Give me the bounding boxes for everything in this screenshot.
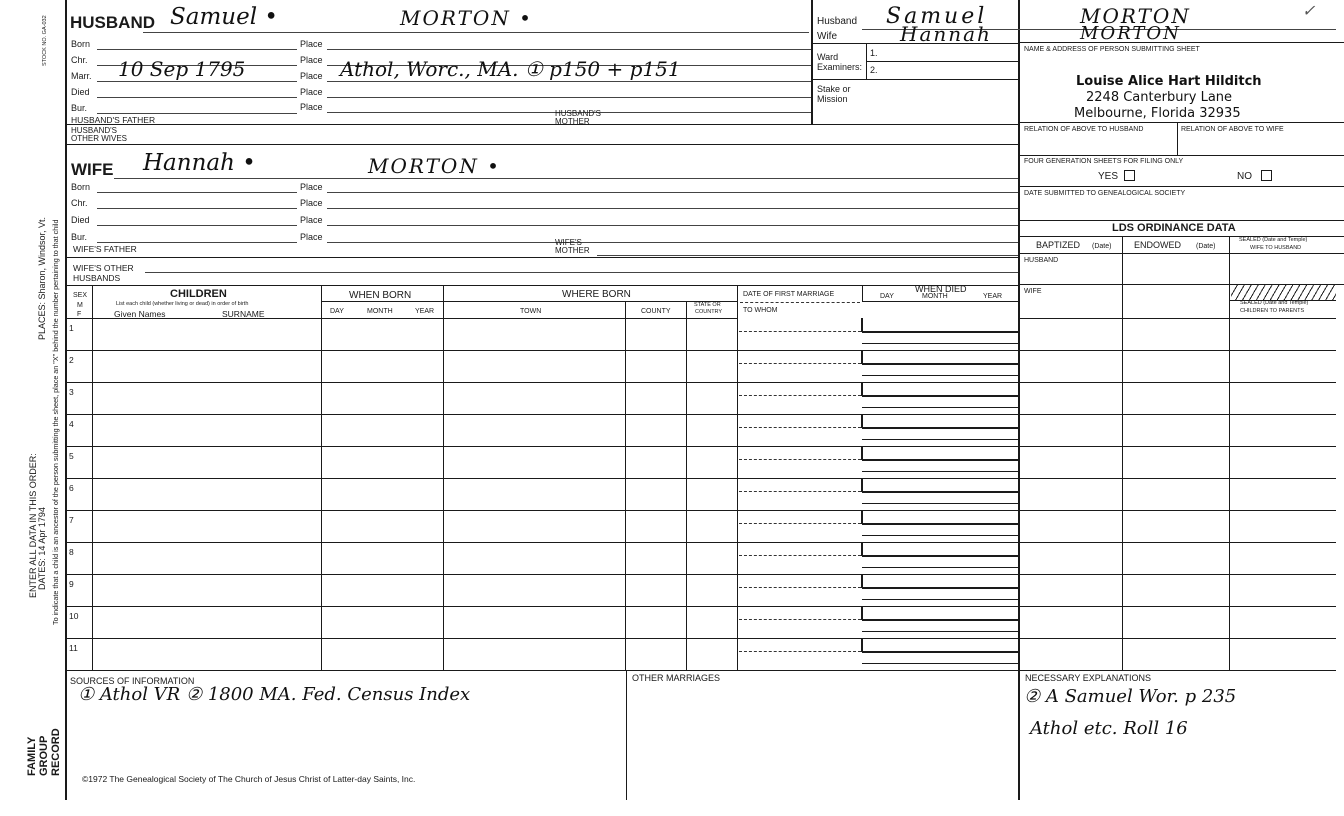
town-label: TOWN	[520, 308, 542, 315]
child-row-number: 4	[69, 419, 74, 429]
wife-died-place-line	[327, 225, 1018, 226]
submitter-label: NAME & ADDRESS OF PERSON SUBMITTING SHEET	[1024, 46, 1200, 53]
child-row-rule	[66, 574, 1336, 575]
child-row-rule	[66, 606, 1336, 607]
wife-title: WIFE	[71, 160, 114, 179]
lds-hatched-box	[1231, 285, 1336, 300]
when-born-label: WHEN BORN	[349, 290, 412, 301]
child-row-number: 2	[69, 355, 74, 365]
wife-born-place-label: Place	[300, 182, 323, 192]
child-marriage-dash	[739, 363, 861, 364]
husband-chr-label: Chr.	[71, 55, 88, 65]
child-row-rule	[1018, 318, 1336, 319]
child-marriage-dash	[739, 331, 861, 332]
child-died-rule	[862, 331, 1018, 333]
lds-top-rule	[1018, 220, 1344, 221]
child-row-rule	[66, 478, 1336, 479]
wife-died-line	[97, 225, 297, 226]
lds-baptized-label: BAPTIZED	[1036, 240, 1081, 250]
child-spouse-rule	[862, 439, 1018, 440]
child-row-rule	[66, 382, 1336, 383]
child-died-rule	[862, 491, 1018, 493]
husband-other-wives-label-2: OTHER WIVES	[71, 134, 128, 143]
child-marriage-dash	[739, 491, 861, 492]
child-died-tick	[861, 382, 863, 396]
died-day-label: DAY	[880, 293, 894, 300]
col-state-divider	[686, 301, 687, 670]
county-label: COUNTY	[641, 308, 671, 315]
copyright: ©1972 The Genealogical Society of The Church of Jesus Christ of Latter-day Saints, Inc.	[82, 774, 416, 784]
header-husband-label: Husband	[817, 16, 858, 27]
husband-born-line	[97, 49, 297, 50]
child-died-tick	[861, 606, 863, 620]
sex-m-label: M	[77, 302, 83, 309]
child-marriage-dash	[739, 459, 861, 460]
wife-chr-label: Chr.	[71, 198, 88, 208]
child-died-tick	[861, 318, 863, 332]
wife-name-line	[114, 178, 1018, 179]
child-marriage-dash	[739, 427, 861, 428]
died-header-rule	[862, 301, 1018, 302]
wife-mother-line	[597, 255, 1018, 256]
ward-examiner-2: 2.	[870, 65, 878, 75]
header-divider	[811, 0, 813, 124]
four-generation-no-label: NO	[1237, 171, 1252, 182]
child-died-tick	[861, 350, 863, 364]
wife-father-label: WIFE'S FATHER	[73, 244, 137, 254]
ward-label-2: Examiners:	[817, 62, 863, 72]
husband-name-line	[143, 32, 809, 33]
child-died-tick	[861, 446, 863, 460]
sex-f-label: F	[77, 311, 82, 318]
child-spouse-rule	[862, 535, 1018, 536]
check-mark: ✓	[1302, 1, 1316, 20]
wife-given-name: Hannah •	[143, 150, 256, 176]
child-died-rule	[862, 587, 1018, 589]
lds-sealed-wife-label-2: WIFE TO HUSBAND	[1250, 245, 1302, 251]
husband-mother-label-2: MOTHER	[555, 117, 590, 126]
child-died-tick	[861, 574, 863, 588]
ancestor-instruction: To indicate that a child is an ancestor of the person submitting the sheet, place an "X" behind the number pertaining to that child	[51, 219, 60, 625]
husband-born-label: Born	[71, 39, 91, 49]
four-generation-yes-checkbox[interactable]	[1124, 170, 1135, 181]
submitter-name: Louise Alice Hart Hilditch	[1076, 74, 1262, 89]
husband-given-name: Samuel •	[170, 4, 278, 30]
child-marriage-dash	[739, 619, 861, 620]
state-label-1: STATE OR	[694, 302, 721, 308]
husband-born-place-label: Place	[300, 39, 323, 49]
child-spouse-rule	[862, 471, 1018, 472]
first-marriage-dash	[740, 302, 860, 303]
wife-other-husbands-line	[145, 272, 1018, 273]
child-row-number: 11	[69, 643, 78, 653]
wife-bur-place-line	[327, 242, 1018, 243]
other-marriages-label: OTHER MARRIAGES	[632, 673, 721, 683]
sources-text: ① Athol VR ② 1800 MA. Fed. Census Index	[78, 684, 471, 705]
lds-sealed-children-label-2: CHILDREN TO PARENTS	[1240, 308, 1305, 314]
husband-wives-rule	[66, 144, 1018, 145]
four-generation-no-checkbox[interactable]	[1261, 170, 1272, 181]
marriage-date: 10 Sep 1795	[118, 57, 246, 81]
husband-born-place-line	[327, 49, 811, 50]
sex-label: SEX	[73, 292, 88, 299]
relation-wife-label: RELATION OF ABOVE TO WIFE	[1181, 126, 1284, 133]
child-row-number: 5	[69, 451, 74, 461]
left-margin-rule	[65, 0, 67, 800]
children-subheader-rule	[321, 301, 737, 302]
husband-marr-line	[97, 81, 297, 82]
relation-husband-label: RELATION OF ABOVE TO HUSBAND	[1024, 126, 1144, 133]
wife-bur-place-label: Place	[300, 232, 323, 242]
right-panel-divider	[1018, 0, 1020, 800]
child-died-rule	[862, 619, 1018, 621]
wife-surname: MORTON •	[368, 154, 501, 178]
wife-born-place-line	[327, 192, 1018, 193]
child-row-number: 6	[69, 483, 74, 493]
fourgen-top-rule	[1018, 155, 1344, 156]
lds-divider-1	[1122, 236, 1123, 670]
wife-chr-line	[97, 208, 297, 209]
husband-other-wives-label-1: HUSBAND'S	[71, 126, 117, 135]
child-spouse-rule	[862, 343, 1018, 344]
ward-mid-rule	[866, 61, 1018, 62]
child-spouse-rule	[862, 503, 1018, 504]
submitter-city: Melbourne, Florida 32935	[1074, 106, 1241, 121]
children-header-bottom-rule	[66, 318, 737, 319]
child-died-rule	[862, 651, 1018, 653]
explanation-line-2: Athol etc. Roll 16	[1030, 718, 1188, 739]
wife-died-place-label: Place	[300, 215, 323, 225]
child-died-rule	[862, 427, 1018, 429]
wife-died-label: Died	[71, 215, 90, 225]
wife-bur-line	[97, 242, 297, 243]
wife-father-rule	[66, 257, 1018, 258]
child-died-tick	[861, 478, 863, 492]
state-label-2: COUNTRY	[695, 309, 723, 315]
husband-bur-place-label: Place	[300, 102, 323, 112]
child-row-rule	[66, 542, 1336, 543]
husband-marr-place-label: Place	[300, 71, 323, 81]
child-spouse-rule	[862, 599, 1018, 600]
lds-sealed-wife-label-1: SEALED (Date and Temple)	[1239, 237, 1308, 243]
husband-surname: MORTON •	[400, 6, 533, 30]
other-marriages-divider	[626, 670, 627, 800]
born-year-label: YEAR	[415, 308, 435, 315]
lds-baptized-date-label: (Date)	[1092, 243, 1112, 250]
sources-label: SOURCES OF INFORMATION	[70, 676, 195, 686]
lds-header-bottom-rule	[1018, 253, 1344, 254]
child-marriage-dash	[739, 395, 861, 396]
wife-husbands-rule	[66, 285, 1018, 286]
header-wife-given: Hannah	[900, 22, 992, 46]
dates-order: DATES: 14 Apr 1794	[37, 507, 47, 590]
first-marriage-label: DATE OF FIRST MARRIAGE	[743, 291, 835, 298]
to-whom-label: TO WHOM	[743, 307, 778, 314]
stock-number: STOCK NO. GA-032	[42, 15, 48, 66]
relation-divider	[1177, 122, 1178, 155]
child-died-tick	[861, 638, 863, 652]
wife-chr-place-label: Place	[300, 198, 323, 208]
child-died-rule	[862, 555, 1018, 557]
lds-endowed-date-label: (Date)	[1196, 243, 1216, 250]
col-county-divider	[625, 301, 626, 670]
children-title: CHILDREN	[170, 288, 227, 300]
header-husband-given: Samuel	[886, 4, 988, 29]
four-generation-yes-label: YES	[1098, 171, 1119, 182]
child-row-number: 8	[69, 547, 74, 557]
wife-other-husbands-label-1: WIFE'S OTHER	[73, 263, 134, 273]
children-bottom-rule	[66, 670, 1336, 671]
stake-top-rule	[811, 79, 1018, 80]
lds-husband-label: HUSBAND	[1024, 257, 1059, 264]
explanation-line-1: ② A Samuel Wor. p 235	[1024, 686, 1237, 707]
child-marriage-dash	[739, 555, 861, 556]
submitter-top-rule	[1018, 42, 1344, 43]
header-wife-label: Wife	[817, 31, 837, 42]
died-year-label: YEAR	[983, 293, 1003, 300]
lds-sealed-children-label-1: SEALED (Date and Temple)	[1240, 300, 1309, 306]
husband-bur-label: Bur.	[71, 103, 88, 113]
child-died-tick	[861, 414, 863, 428]
child-marriage-dash	[739, 587, 861, 588]
died-month-label: MONTH	[922, 293, 948, 300]
ward-examiner-1: 1.	[870, 48, 878, 58]
stake-label-2: Mission	[817, 94, 848, 104]
stake-label-1: Stake or	[817, 84, 851, 94]
when-died-label: WHEN DIED	[915, 284, 967, 294]
lds-wife-label: WIFE	[1024, 288, 1042, 295]
child-spouse-rule	[862, 375, 1018, 376]
places-order: PLACES: Sharon, Windsor, Vt.	[37, 216, 47, 340]
husband-marr-place-line	[327, 81, 811, 82]
husband-chr-place-label: Place	[300, 55, 323, 65]
where-born-label: WHERE BORN	[562, 289, 631, 300]
child-died-rule	[862, 395, 1018, 397]
wife-mother-label-1: WIFE'S	[555, 238, 582, 247]
header-wife-surname: MORTON	[1080, 23, 1181, 44]
enter-order: ENTER ALL DATA IN THIS ORDER:	[28, 453, 38, 598]
child-row-rule	[66, 414, 1336, 415]
submitter-street: 2248 Canterbury Lane	[1086, 90, 1233, 105]
child-died-rule	[862, 523, 1018, 525]
wife-chr-place-line	[327, 208, 1018, 209]
child-died-tick	[861, 510, 863, 524]
record-title-family: FAMILY	[26, 736, 38, 776]
wife-born-label: Born	[71, 182, 91, 192]
child-spouse-rule	[862, 567, 1018, 568]
wife-other-husbands-label-2: HUSBANDS	[73, 273, 121, 283]
necessary-explanations-label: NECESSARY EXPLANATIONS	[1025, 673, 1152, 683]
children-instruction: List each child (whether living or dead) in order of birth	[116, 301, 249, 307]
children-surname-label: SURNAME	[222, 309, 265, 319]
husband-died-label: Died	[71, 87, 90, 97]
wife-mother-label-2: MOTHER	[555, 246, 590, 255]
child-died-tick	[861, 542, 863, 556]
lds-endowed-label: ENDOWED	[1134, 240, 1181, 250]
husband-father-rule	[66, 124, 1018, 125]
record-title-group: GROUP	[38, 735, 50, 776]
date-submitted-label: DATE SUBMITTED TO GENEALOGICAL SOCIETY	[1024, 190, 1186, 197]
lds-title: LDS ORDINANCE DATA	[1112, 222, 1236, 234]
husband-died-place-label: Place	[300, 87, 323, 97]
lds-divider-2	[1229, 236, 1230, 670]
born-day-label: DAY	[330, 308, 344, 315]
col-died-divider	[862, 285, 863, 301]
born-month-label: MONTH	[367, 308, 393, 315]
children-given-names-label: Given Names	[114, 309, 166, 319]
header-husband-surname: MORTON	[1080, 4, 1191, 28]
child-row-rule	[66, 350, 1336, 351]
child-row-rule	[66, 446, 1336, 447]
husband-marr-label: Marr.	[71, 71, 92, 81]
relation-top-rule	[1018, 122, 1344, 123]
child-row-number: 1	[69, 323, 74, 333]
wife-bur-label: Bur.	[71, 232, 88, 242]
child-spouse-rule	[862, 407, 1018, 408]
husband-mother-label-1: HUSBAND'S	[555, 109, 601, 118]
child-spouse-rule	[862, 663, 1018, 664]
child-row-rule	[66, 638, 1336, 639]
child-marriage-dash	[739, 523, 861, 524]
child-row-number: 10	[69, 611, 79, 621]
husband-died-line	[97, 97, 297, 98]
ward-label-1: Ward	[817, 52, 839, 62]
marriage-place: Athol, Worc., MA. ① p150 + p151	[340, 57, 681, 81]
child-spouse-rule	[862, 631, 1018, 632]
child-died-rule	[862, 459, 1018, 461]
child-died-rule	[862, 363, 1018, 365]
husband-father-label: HUSBAND'S FATHER	[71, 115, 156, 125]
child-marriage-dash	[739, 651, 861, 652]
wife-born-line	[97, 192, 297, 193]
four-generation-label: FOUR GENERATION SHEETS FOR FILING ONLY	[1024, 158, 1184, 165]
child-row-rule	[66, 510, 1336, 511]
child-row-number: 3	[69, 387, 74, 397]
child-row-number: 9	[69, 579, 74, 589]
date-submitted-rule	[1018, 186, 1344, 187]
husband-died-place-line	[327, 97, 811, 98]
record-title-record: RECORD	[50, 728, 62, 776]
husband-bur-line	[97, 113, 297, 114]
husband-title: HUSBAND	[70, 13, 155, 32]
child-row-number: 7	[69, 515, 74, 525]
